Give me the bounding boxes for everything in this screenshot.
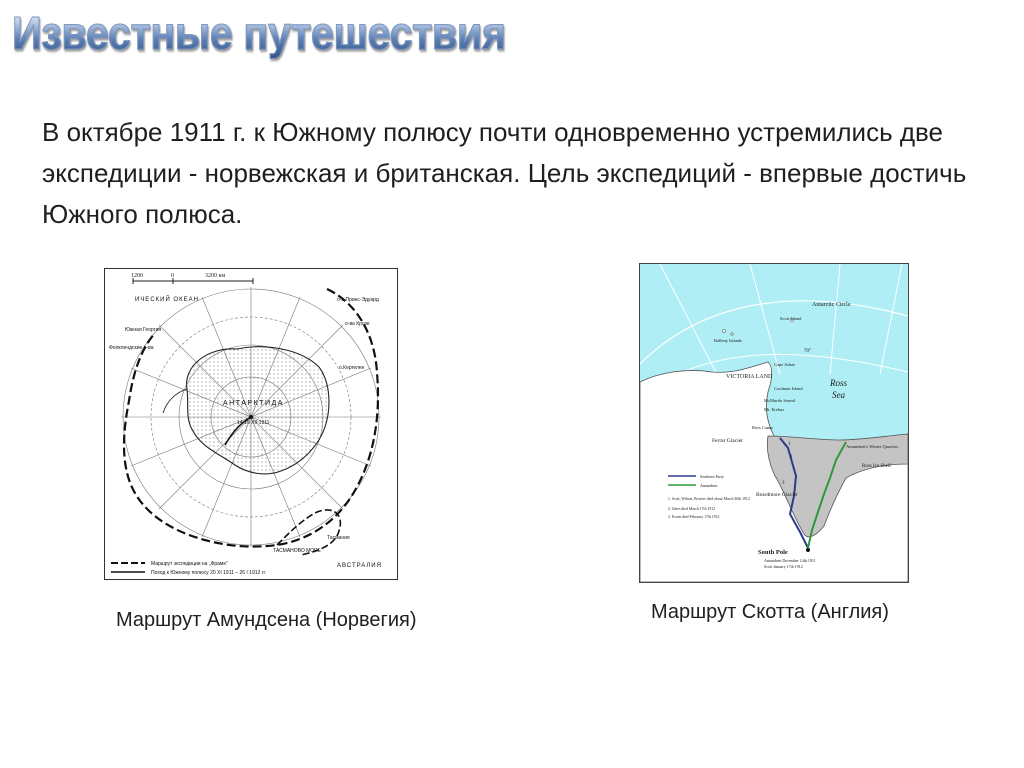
death-note-3: 3. Evans died February 17th 1912 <box>668 515 720 519</box>
amundsen-map-drawing <box>105 269 397 579</box>
label-ross-sea-1: Ross <box>830 378 848 388</box>
label-scott-island: Scott Island <box>780 316 802 321</box>
place-tasmania: Тасмания <box>327 535 350 541</box>
label-ice-shelf: Ross Ice Shelf <box>862 464 891 469</box>
pole-note-scott: Scott January 17th 1912 <box>764 564 803 569</box>
place-crozet: о-ва Крозе <box>345 321 370 327</box>
scale-right-label: 3200 км <box>205 273 226 279</box>
death-note-1: 1. Scott, Wilson, Bowers died about March 30th 1912 <box>668 497 750 501</box>
label-amundsen-wq: Amundsen's Winter Quarters <box>846 444 899 449</box>
label-ferrar: Ferrar Glacier <box>712 438 743 444</box>
label-mcmurdo: McMurdo Sound <box>764 398 795 403</box>
scott-route-map <box>639 263 909 583</box>
legend-southern-party: Southern Party <box>700 474 724 479</box>
place-tasman-sea: ТАСМАНОВО МОРЕ <box>273 548 321 554</box>
label-ross-sea-2: Sea <box>832 390 845 400</box>
amundsen-route-map <box>104 268 398 580</box>
label-beardmore: Beardmore Glacier <box>756 492 798 498</box>
label-lat-70: 70° <box>804 349 811 354</box>
place-falklands: Фолклендские о-ва <box>109 345 154 351</box>
scott-map-caption: Маршрут Скотта (Англия) <box>651 601 889 623</box>
place-south-georgia: Южная Георгия <box>125 327 162 333</box>
legend-amundsen: Amundsen <box>700 483 718 488</box>
ocean-label: ИЧЕСКИЙ ОКЕАН <box>135 297 199 303</box>
label-cape-adare: Cape Adare <box>774 362 796 367</box>
amundsen-map-caption: Маршрут Амундсена (Норвегия) <box>116 609 417 631</box>
antarctica-landmass <box>187 347 329 474</box>
place-prince-edward: о-в Принс-Эдуард <box>337 297 379 303</box>
label-coulman: Coulman Island <box>774 386 803 391</box>
death-note-2: 2. Oates died March 17th 1912 <box>668 507 716 511</box>
scott-map-drawing <box>640 264 908 582</box>
place-kerguelen: о.Кергелен <box>339 365 365 371</box>
south-pole-dot <box>249 415 253 419</box>
intro-paragraph: В октябре 1911 г. к Южному полюсу почти одновременно устремились две экспедиции - норвежская и британская. Цель экспедиций - впервые достичь Южного полюса. <box>42 117 967 229</box>
legend-pole-march: Поход к Южному полюсу 20 XI 1911 – 26 I 1912 гг. <box>151 570 267 576</box>
label-victoria-land: VICTORIA LAND <box>726 374 773 380</box>
pole-note-amundsen: Amundsen December 14th 1911 <box>764 558 816 563</box>
label-ross-camp: Ross Camp <box>752 425 773 430</box>
south-pole-marker <box>806 548 810 552</box>
route-marker-2: 2 <box>790 455 793 460</box>
label-south-pole: South Pole <box>758 549 788 556</box>
label-antarctic-circle: Antarctic Circle <box>812 302 851 308</box>
pole-date-label: 14-16 XII 1911 <box>237 420 270 426</box>
legend-fram: Маршрут экспедиции на „Фраме“ <box>151 561 228 567</box>
continent-label: АНТАРКТИДА <box>223 400 284 407</box>
route-marker-3: 3 <box>782 481 785 486</box>
place-australia: АВСТРАЛИЯ <box>337 563 382 569</box>
label-erebus: Mt. Erebus <box>764 407 784 412</box>
label-balleny: Balleny Islands <box>714 338 742 343</box>
scale-left-label: 1200 <box>131 273 143 279</box>
route-marker-1: 1 <box>788 442 791 447</box>
scale-mid-label: 0 <box>171 273 174 279</box>
slide-title: Известные путешествия <box>12 7 506 59</box>
